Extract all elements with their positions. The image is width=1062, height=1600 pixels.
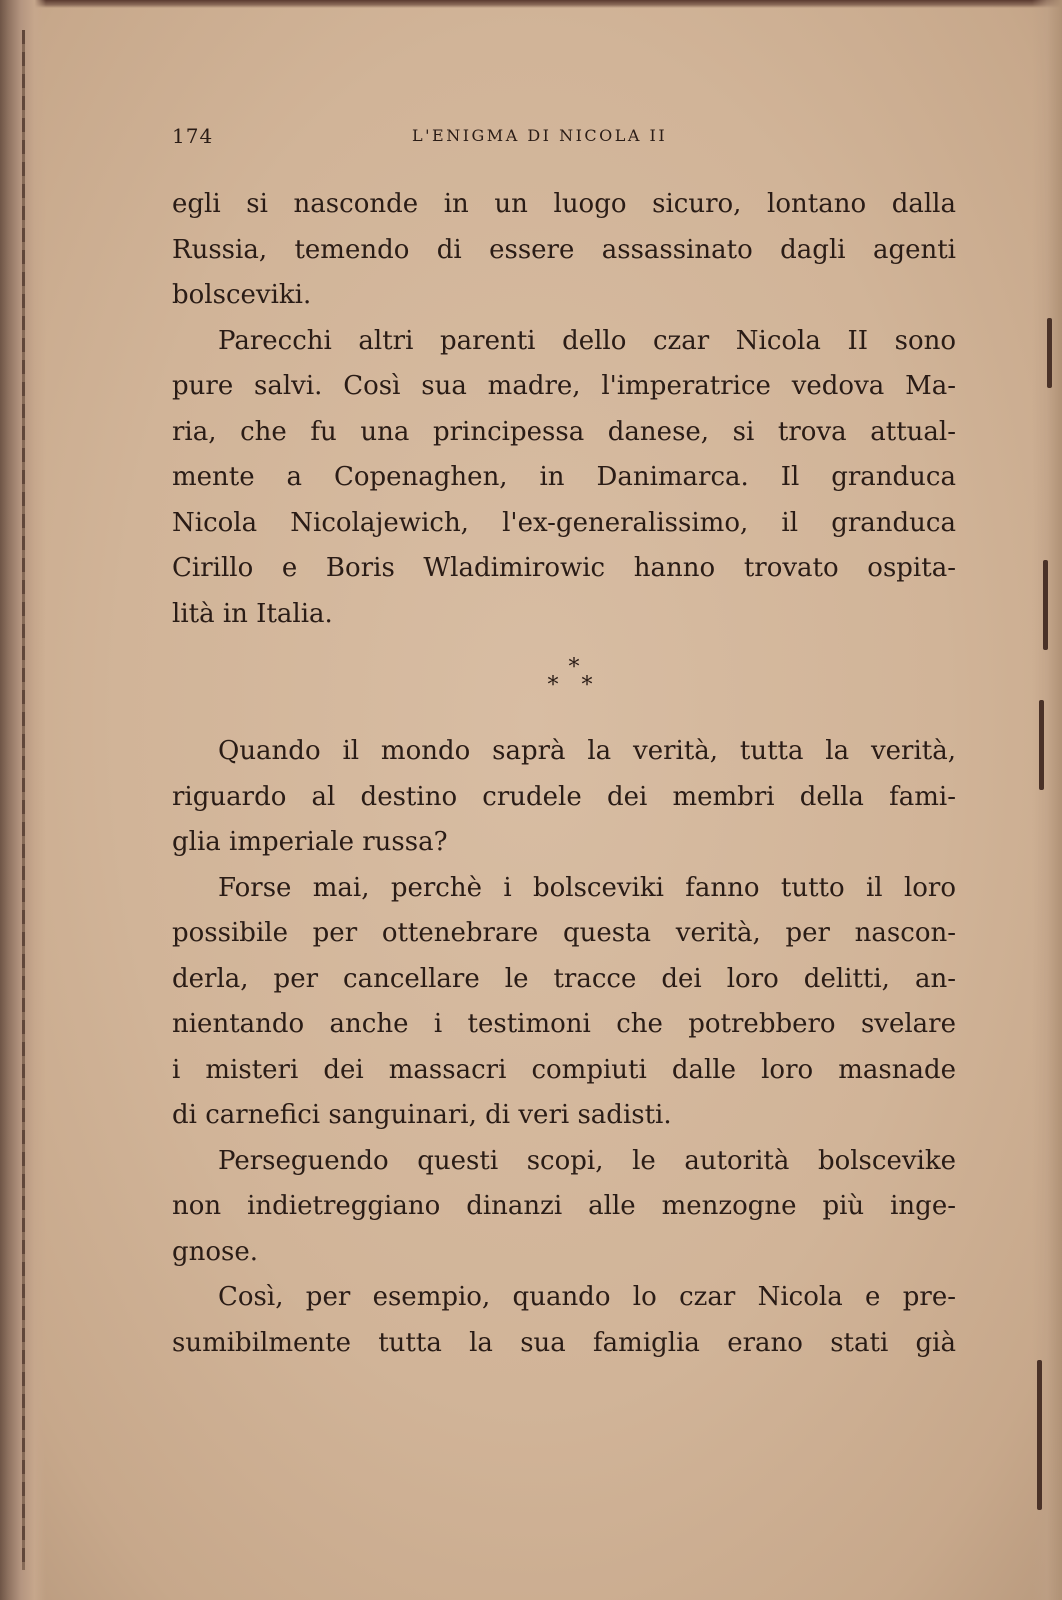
- text-line: Nicola Nicolajewich, l'ex-generalissimo, il granduca: [172, 507, 956, 538]
- text-line: gnose.: [172, 1236, 259, 1267]
- text-line: egli si nasconde in un luogo sicuro, lontano dalla: [172, 189, 956, 219]
- text-line: bolsceviki.: [172, 280, 312, 310]
- text-line: non indietreggiano dinanzi alle menzogne più inge-: [172, 1191, 956, 1221]
- text-line: Così, per esempio, quando lo czar Nicola e pre-: [218, 1282, 956, 1312]
- text-line: Parecchi altri parenti dello czar Nicola II sono: [218, 325, 956, 356]
- edge-mark: [1037, 1360, 1042, 1510]
- binding-stitch-line: [22, 30, 25, 1570]
- text-line: mente a Copenaghen, in Danimarca. Il granduca: [172, 462, 956, 492]
- asterism-top: *: [568, 655, 580, 680]
- text-line: Forse mai, perchè i bolsceviki fanno tutto il loro: [218, 872, 956, 903]
- page-top-edge: [0, 0, 1062, 8]
- text-line: lità in Italia.: [172, 598, 333, 629]
- text-line: di carnefici sanguinari, di veri sadisti.: [172, 1100, 672, 1130]
- body-text: [172, 182, 956, 1366]
- text-line: riguardo al destino crudele dei membri della fami-: [172, 781, 956, 812]
- edge-mark: [1039, 700, 1044, 790]
- running-head: L'ENIGMA DI NICOLA II: [412, 126, 668, 145]
- section-asterism: [172, 637, 956, 729]
- text-line: Quando il mondo saprà la verità, tutta la verità,: [218, 736, 956, 766]
- page-number: 174: [172, 124, 214, 148]
- text-line: sumibilmente tutta la sua famiglia erano stati già: [172, 1327, 956, 1358]
- text-line: pure salvi. Così sua madre, l'imperatrice vedova Ma-: [172, 371, 956, 401]
- text-line: Russia, temendo di essere assassinato dagli agenti: [172, 234, 956, 265]
- text-line: derla, per cancellare le tracce dei loro delitti, an-: [172, 963, 956, 994]
- asterism-bottom: * *: [547, 673, 601, 698]
- edge-mark: [1043, 560, 1048, 650]
- text-line: ria, che fu una principessa danese, si trova attual-: [172, 416, 956, 447]
- text-line: possibile per ottenebrare questa verità, per nascon-: [172, 918, 956, 948]
- page-header: [172, 124, 712, 152]
- text-line: glia imperiale russa?: [172, 827, 448, 857]
- text-line: nientando anche i testimoni che potrebbero svelare: [172, 1009, 956, 1039]
- text-line: Perseguendo questi scopi, le autorità bolscevike: [218, 1145, 956, 1176]
- edge-mark: [1047, 318, 1052, 388]
- text-line: Cirillo e Boris Wladimirowic hanno trovato ospita-: [172, 553, 956, 583]
- text-line: i misteri dei massacri compiuti dalle loro masnade: [172, 1054, 956, 1085]
